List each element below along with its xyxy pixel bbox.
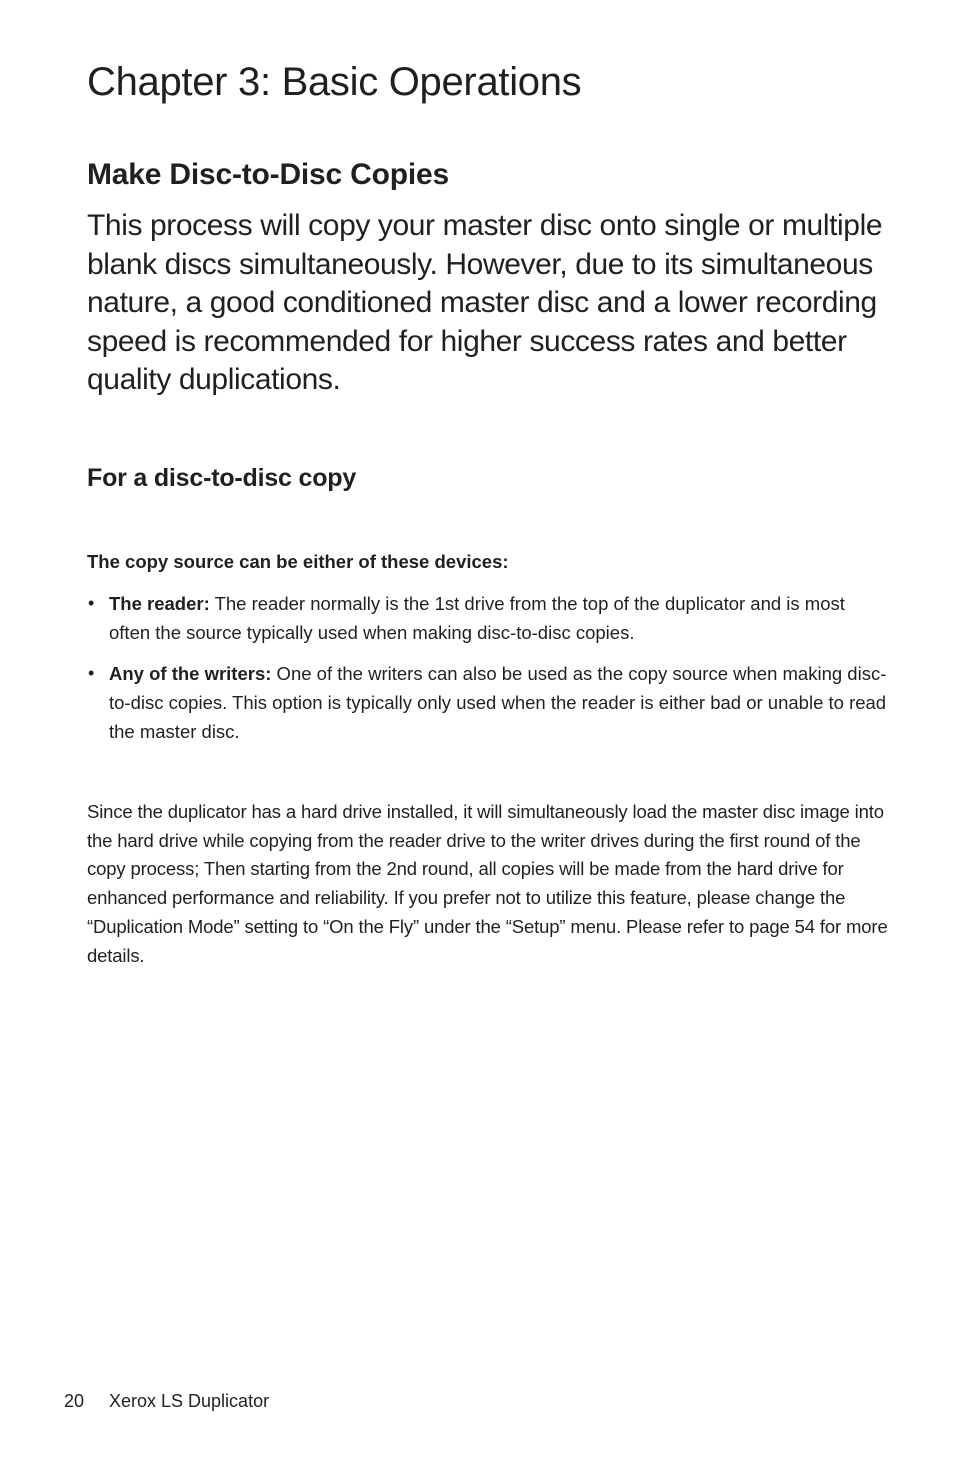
bullet-term: Any of the writers: [109,663,272,684]
section-heading: Make Disc-to-Disc Copies [87,158,449,191]
subsection-heading: For a disc-to-disc copy [87,464,357,492]
list-item-reader [87,589,887,647]
bullet-icon: • [88,593,95,613]
bullet-text: One of the writers can also be used as the copy source when making disc-to-disc copies. This option is typically only used when the reader is either bad or unable to read the master disc. [109,663,887,742]
footer-product-name: Xerox LS Duplicator [109,1391,270,1411]
intro-paragraph: This process will copy your master disc onto single or multiple blank discs simultaneously. However, due to its simultaneous nature, a good conditioned master disc and a lower recording speed is recommended for higher success rates and better quality duplications. [87,209,883,396]
bullet-term: The reader: [109,593,210,614]
page-number: 20 [64,1391,85,1411]
chapter-title: Chapter 3: Basic Operations [87,60,582,104]
page-footer [64,1389,269,1413]
bullet-text: The reader normally is the 1st drive from the top of the duplicator and is most often the source typically used when making disc-to-disc copies. [109,593,845,643]
list-item-writers [87,659,887,746]
copy-source-list [87,589,887,758]
copy-source-lead: The copy source can be either of these devices: [87,551,509,572]
hard-drive-paragraph: Since the duplicator has a hard drive installed, it will simultaneously load the master disc image into the hard drive while copying from the reader drive to the writer drives during the first round of the copy process; Then starting from the 2nd round, all copies will be made from the hard drive for enhanced performance and reliability. If you prefer not to utilize this feature, please change the “Duplication Mode” setting to “On the Fly” under the “Setup” menu. Please refer to page 54 for more details. [87,801,888,966]
bullet-icon: • [88,663,95,683]
